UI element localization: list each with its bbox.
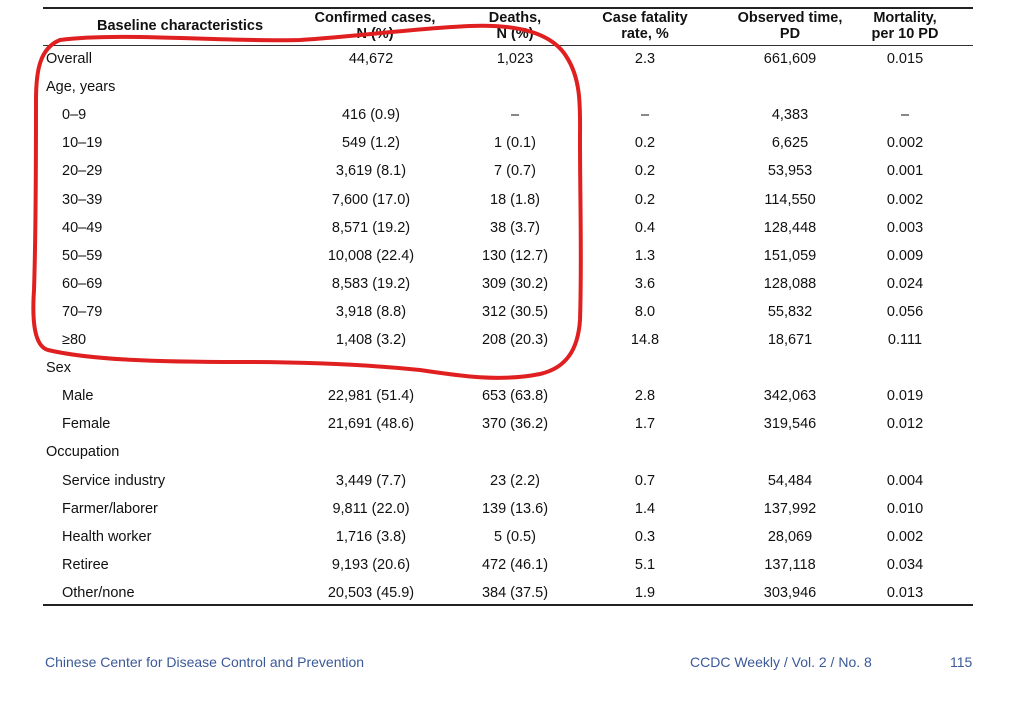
row-label: Service industry bbox=[62, 473, 166, 489]
confirmed-cases-cell: 7,600 (17.0) bbox=[331, 192, 411, 208]
row-label: Farmer/laborer bbox=[62, 501, 158, 517]
row-label: 10–19 bbox=[62, 135, 103, 151]
mortality-cell: 0.019 bbox=[886, 388, 924, 404]
mortality-cell: 0.010 bbox=[886, 501, 924, 517]
case-fatality-rate-cell: 0.4 bbox=[634, 220, 656, 236]
observed-time-cell: 137,992 bbox=[763, 501, 817, 517]
confirmed-cases-cell: 3,449 (7.7) bbox=[335, 473, 407, 489]
mortality-cell: 0.056 bbox=[886, 304, 924, 320]
row-label: 20–29 bbox=[62, 163, 103, 179]
observed-time-cell: 319,546 bbox=[763, 416, 817, 432]
confirmed-cases-cell: 8,583 (19.2) bbox=[331, 276, 411, 292]
row-label: Other/none bbox=[62, 585, 135, 601]
row-label: Health worker bbox=[62, 529, 152, 545]
deaths-cell: 18 (1.8) bbox=[490, 192, 540, 208]
deaths-cell: 312 (30.5) bbox=[481, 304, 549, 320]
header-observed: Observed time, PD bbox=[737, 10, 843, 42]
confirmed-cases-cell: 9,811 (22.0) bbox=[332, 501, 410, 517]
deaths-cell: 130 (12.7) bbox=[481, 248, 549, 264]
deaths-cell: – bbox=[510, 107, 520, 123]
observed-time-cell: 54,484 bbox=[767, 473, 813, 489]
observed-time-cell: 342,063 bbox=[763, 388, 817, 404]
row-label: Retiree bbox=[62, 557, 109, 573]
case-fatality-rate-cell: 0.2 bbox=[634, 135, 656, 151]
confirmed-cases-cell: 44,672 bbox=[348, 51, 394, 67]
case-fatality-rate-cell: 0.7 bbox=[634, 473, 656, 489]
deaths-cell: 139 (13.6) bbox=[481, 501, 549, 517]
deaths-cell: 38 (3.7) bbox=[490, 220, 540, 236]
footer-publisher: Chinese Center for Disease Control and Prevention bbox=[45, 654, 365, 670]
confirmed-cases-cell: 416 (0.9) bbox=[341, 107, 401, 123]
observed-time-cell: 303,946 bbox=[763, 585, 817, 601]
deaths-cell: 1 (0.1) bbox=[494, 135, 536, 151]
deaths-cell: 7 (0.7) bbox=[494, 163, 536, 179]
row-label: 0–9 bbox=[62, 107, 87, 123]
confirmed-cases-cell: 1,716 (3.8) bbox=[335, 529, 407, 545]
deaths-cell: 384 (37.5) bbox=[481, 585, 549, 601]
confirmed-cases-cell: 549 (1.2) bbox=[341, 135, 401, 151]
mortality-cell: – bbox=[900, 107, 910, 123]
mortality-cell: 0.002 bbox=[886, 529, 924, 545]
mortality-cell: 0.001 bbox=[886, 163, 924, 179]
case-fatality-rate-cell: 1.7 bbox=[634, 416, 656, 432]
observed-time-cell: 4,383 bbox=[771, 107, 809, 123]
table-top-rule bbox=[43, 7, 973, 9]
row-label: Occupation bbox=[46, 444, 120, 460]
header-cfr: Case fatality rate, % bbox=[602, 10, 688, 42]
case-fatality-rate-cell: 0.3 bbox=[634, 529, 656, 545]
case-fatality-rate-cell: 0.2 bbox=[634, 163, 656, 179]
mortality-cell: 0.024 bbox=[886, 276, 924, 292]
observed-time-cell: 53,953 bbox=[767, 163, 813, 179]
deaths-cell: 1,023 bbox=[496, 51, 534, 67]
row-label: 70–79 bbox=[62, 304, 103, 320]
observed-time-cell: 661,609 bbox=[763, 51, 817, 67]
row-label: Age, years bbox=[46, 79, 116, 95]
deaths-cell: 208 (20.3) bbox=[481, 332, 549, 348]
observed-time-cell: 137,118 bbox=[764, 557, 816, 573]
deaths-cell: 23 (2.2) bbox=[490, 473, 540, 489]
observed-time-cell: 151,059 bbox=[763, 248, 817, 264]
case-fatality-rate-cell: 0.2 bbox=[634, 192, 656, 208]
mortality-cell: 0.111 bbox=[887, 332, 923, 348]
case-fatality-rate-cell: 14.8 bbox=[630, 332, 660, 348]
row-label: Overall bbox=[46, 51, 92, 67]
deaths-cell: 370 (36.2) bbox=[481, 416, 549, 432]
case-fatality-rate-cell: 2.3 bbox=[634, 51, 656, 67]
mortality-cell: 0.004 bbox=[886, 473, 924, 489]
mortality-cell: 0.013 bbox=[886, 585, 924, 601]
mortality-cell: 0.009 bbox=[886, 248, 924, 264]
row-label: 30–39 bbox=[62, 192, 103, 208]
row-label: 50–59 bbox=[62, 248, 103, 264]
case-fatality-rate-cell: 8.0 bbox=[634, 304, 656, 320]
confirmed-cases-cell: 3,918 (8.8) bbox=[335, 304, 407, 320]
row-label: Female bbox=[62, 416, 111, 432]
confirmed-cases-cell: 3,619 (8.1) bbox=[335, 163, 407, 179]
deaths-cell: 472 (46.1) bbox=[481, 557, 549, 573]
observed-time-cell: 128,088 bbox=[763, 276, 817, 292]
case-fatality-rate-cell: – bbox=[640, 107, 650, 123]
confirmed-cases-cell: 8,571 (19.2) bbox=[331, 220, 411, 236]
row-label: 60–69 bbox=[62, 276, 103, 292]
case-fatality-rate-cell: 5.1 bbox=[634, 557, 656, 573]
observed-time-cell: 114,550 bbox=[764, 192, 816, 208]
case-fatality-rate-cell: 1.3 bbox=[634, 248, 656, 264]
confirmed-cases-cell: 20,503 (45.9) bbox=[327, 585, 415, 601]
deaths-cell: 309 (30.2) bbox=[481, 276, 549, 292]
row-label: Sex bbox=[46, 360, 71, 376]
row-label: ≥80 bbox=[62, 332, 87, 348]
confirmed-cases-cell: 21,691 (48.6) bbox=[327, 416, 415, 432]
deaths-cell: 5 (0.5) bbox=[494, 529, 536, 545]
mortality-cell: 0.015 bbox=[886, 51, 924, 67]
mortality-cell: 0.002 bbox=[886, 135, 924, 151]
confirmed-cases-cell: 10,008 (22.4) bbox=[327, 248, 415, 264]
case-fatality-rate-cell: 2.8 bbox=[634, 388, 656, 404]
footer-journal: CCDC Weekly / Vol. 2 / No. 8 bbox=[690, 654, 872, 670]
deaths-cell: 653 (63.8) bbox=[481, 388, 549, 404]
mortality-cell: 0.002 bbox=[886, 192, 924, 208]
confirmed-cases-cell: 1,408 (3.2) bbox=[335, 332, 407, 348]
observed-time-cell: 6,625 bbox=[771, 135, 809, 151]
confirmed-cases-cell: 9,193 (20.6) bbox=[331, 557, 411, 573]
header-confirmed: Confirmed cases, N (%) bbox=[314, 10, 436, 42]
row-label: Male bbox=[62, 388, 94, 404]
confirmed-cases-cell: 22,981 (51.4) bbox=[327, 388, 415, 404]
footer-page-number: 115 bbox=[950, 654, 973, 670]
mortality-cell: 0.003 bbox=[886, 220, 924, 236]
row-label: 40–49 bbox=[62, 220, 103, 236]
observed-time-cell: 55,832 bbox=[767, 304, 813, 320]
observed-time-cell: 28,069 bbox=[767, 529, 813, 545]
case-fatality-rate-cell: 1.9 bbox=[634, 585, 656, 601]
mortality-cell: 0.034 bbox=[886, 557, 924, 573]
header-mortality: Mortality, per 10 PD bbox=[871, 10, 939, 42]
header-baseline: Baseline characteristics bbox=[96, 18, 264, 34]
mortality-cell: 0.012 bbox=[886, 416, 924, 432]
case-fatality-rate-cell: 3.6 bbox=[634, 276, 656, 292]
observed-time-cell: 18,671 bbox=[767, 332, 813, 348]
table-bottom-rule bbox=[43, 604, 973, 606]
table-header-rule bbox=[43, 45, 973, 46]
observed-time-cell: 128,448 bbox=[763, 220, 817, 236]
case-fatality-rate-cell: 1.4 bbox=[634, 501, 656, 517]
header-deaths: Deaths, N (%) bbox=[488, 10, 542, 42]
